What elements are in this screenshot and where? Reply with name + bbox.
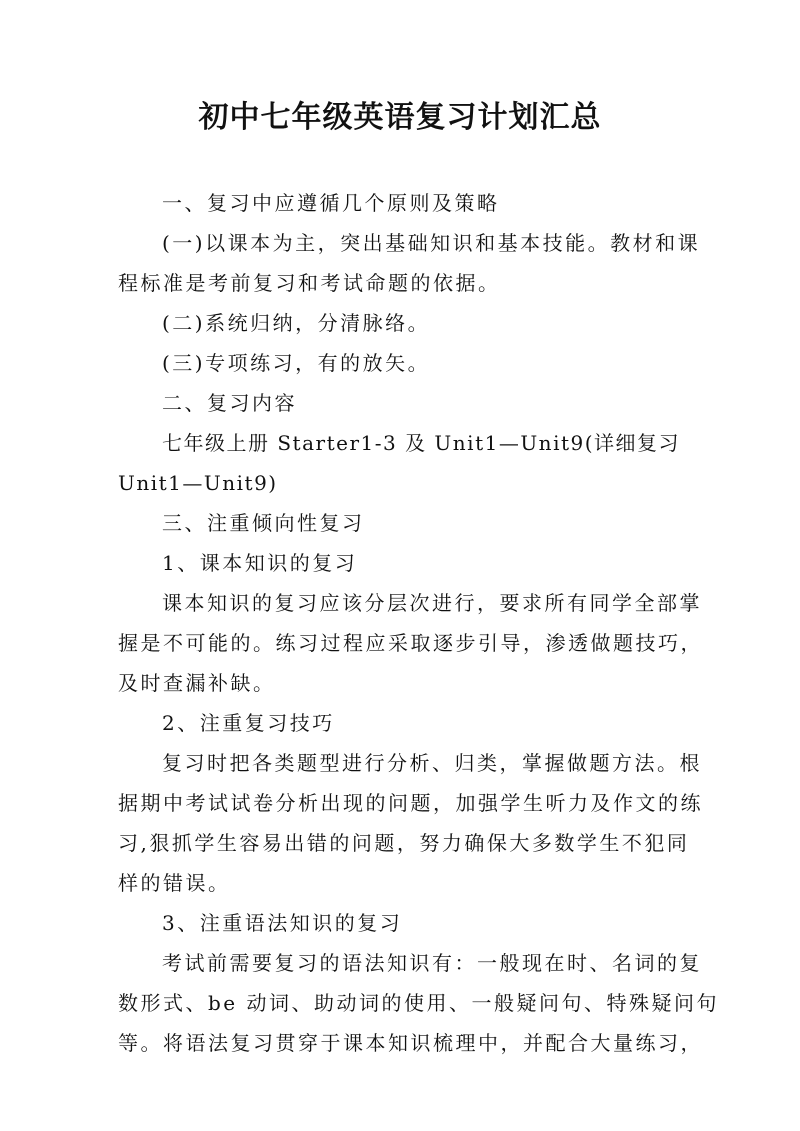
- document-title: 初中七年级英语复习计划汇总: [198, 100, 602, 135]
- paragraph-line: 据期中考试试卷分析出现的问题，加强学生听力及作文的练: [118, 791, 703, 815]
- paragraph-line: 复习时把各类题型进行分析、归类，掌握做题方法。根: [162, 751, 702, 775]
- paragraph-line: 考试前需要复习的语法知识有：一般现在时、名词的复: [162, 951, 702, 975]
- subsection-heading-3: 3、注重语法知识的复习: [162, 911, 403, 935]
- paragraph-line: 数形式、be 动词、助动词的使用、一般疑问句、特殊疑问句: [118, 991, 719, 1015]
- paragraph-line: 等。将语法复习贯穿于课本知识梳理中，并配合大量练习，: [118, 1031, 703, 1055]
- section-heading-2: 二、复习内容: [162, 391, 297, 415]
- paragraph-line: 课本知识的复习应该分层次进行，要求所有同学全部掌: [162, 591, 702, 615]
- paragraph-line: (一)以课本为主，突出基础知识和基本技能。教材和课: [162, 231, 701, 255]
- paragraph-line: 样的错误。: [118, 871, 231, 895]
- paragraph-line: 程标准是考前复习和考试命题的依据。: [118, 271, 501, 295]
- paragraph-line: 及时查漏补缺。: [118, 671, 276, 695]
- document-body: [118, 183, 719, 1063]
- section-heading-3: 三、注重倾向性复习: [162, 511, 365, 535]
- subsection-heading-2: 2、注重复习技巧: [162, 711, 335, 735]
- paragraph-line: 握是不可能的。练习过程应采取逐步引导，渗透做题技巧，: [118, 631, 703, 655]
- subsection-heading-1: 1、课本知识的复习: [162, 551, 358, 575]
- paragraph-line: Unit1—Unit9): [118, 471, 278, 495]
- section-heading-1: 一、复习中应遵循几个原则及策略: [162, 191, 500, 215]
- paragraph-line: (二)系统归纳，分清脉络。: [162, 311, 431, 335]
- paragraph-line: 七年级上册 Starter1-3 及 Unit1—Unit9(详细复习: [162, 431, 681, 455]
- paragraph-line: (三)专项练习，有的放矢。: [162, 351, 431, 375]
- paragraph-line: 习,狠抓学生容易出错的问题，努力确保大多数学生不犯同: [118, 831, 690, 855]
